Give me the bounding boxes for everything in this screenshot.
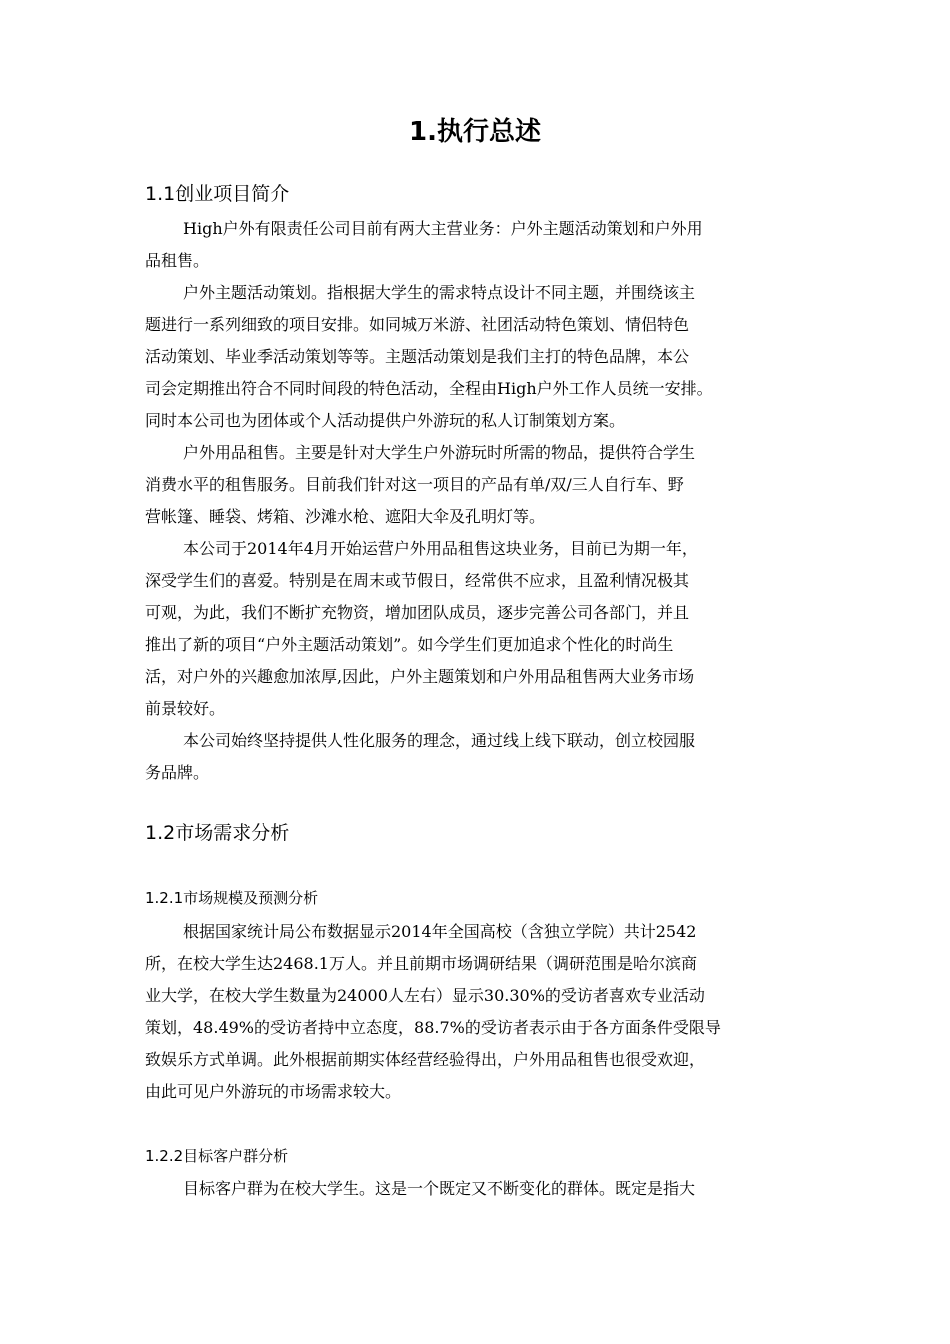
text-line: 致娱乐方式单调。此外根据前期实体经营经验得出，户外用品租售也很受欢迎， [145,1050,706,1069]
text-line: 活动策划、毕业季活动策划等等。主题活动策划是我们主打的特色品牌，本公 [145,347,690,366]
text-line: 深受学生们的喜爱。特别是在周末或节假日，经常供不应求，且盈利情况极其 [145,571,690,590]
text-line: 前景较好。 [145,699,226,718]
text-line: 本公司始终坚持提供人性化服务的理念，通过线上线下联动，创立校园服 [183,731,696,750]
text-line: 司会定期推出符合不同时间段的特色活动，全程由High户外工作人员统一安排。 [145,379,713,398]
document-title: 1.执行总述 [409,117,541,147]
paragraph-1-1-c [145,437,805,533]
paragraph-1-2-2 [145,1173,805,1205]
text-line: High户外有限责任公司目前有两大主营业务：户外主题活动策划和户外用 [183,219,703,238]
text-line: 策划，48.49%的受访者持中立态度，88.7%的受访者表示由于各方面条件受限导 [145,1018,721,1037]
text-line: 所，在校大学生达2468.1万人。并且前期市场调研结果（调研范围是哈尔滨商 [145,954,697,973]
text-line: 题进行一系列细致的项目安排。如同城万米游、社团活动特色策划、情侣特色 [145,315,690,334]
text-line: 户外主题活动策划。指根据大学生的需求特点设计不同主题，并围绕该主 [183,283,696,302]
section-heading-1-2: 1.2市场需求分析 [145,822,290,844]
paragraph-1-1-a [145,213,805,277]
text-line: 推出了新的项目“户外主题活动策划”。如今学生们更加追求个性化的时尚生 [145,635,674,654]
paragraph-1-1-d [145,533,805,725]
text-line: 活，对户外的兴趣愈加浓厚,因此，户外主题策划和户外用品租售两大业务市场 [145,667,695,686]
text-line: 目标客户群为在校大学生。这是一个既定又不断变化的群体。既定是指大 [183,1179,696,1198]
subsection-heading-1-2-1: 1.2.1市场规模及预测分析 [145,889,319,907]
text-line: 品租售。 [145,251,210,270]
text-line: 户外用品租售。主要是针对大学生户外游玩时所需的物品，提供符合学生 [183,443,696,462]
text-line: 业大学，在校大学生数量为24000人左右）显示30.30%的受访者喜欢专业活动 [145,986,705,1005]
paragraph-1-1-e [145,725,805,789]
text-line: 可观，为此，我们不断扩充物资，增加团队成员，逐步完善公司各部门，并且 [145,603,690,622]
text-line: 营帐篷、睡袋、烤箱、沙滩水枪、遮阳大伞及孔明灯等。 [145,507,546,526]
text-line: 消费水平的租售服务。目前我们针对这一项目的产品有单/双/三人自行车、野 [145,475,684,494]
text-line: 同时本公司也为团体或个人活动提供户外游玩的私人订制策划方案。 [145,411,626,430]
text-line: 本公司于2014年4月开始运营户外用品租售这块业务，目前已为期一年， [183,539,698,558]
text-line: 由此可见户外游玩的市场需求较大。 [145,1082,402,1101]
paragraph-1-1-b [145,277,805,437]
text-line: 根据国家统计局公布数据显示2014年全国高校（含独立学院）共计2542 [183,922,697,941]
section-heading-1-1: 1.1创业项目简介 [145,183,290,205]
paragraph-1-2-1 [145,916,805,1108]
subsection-heading-1-2-2: 1.2.2目标客户群分析 [145,1147,289,1165]
text-line: 务品牌。 [145,763,210,782]
